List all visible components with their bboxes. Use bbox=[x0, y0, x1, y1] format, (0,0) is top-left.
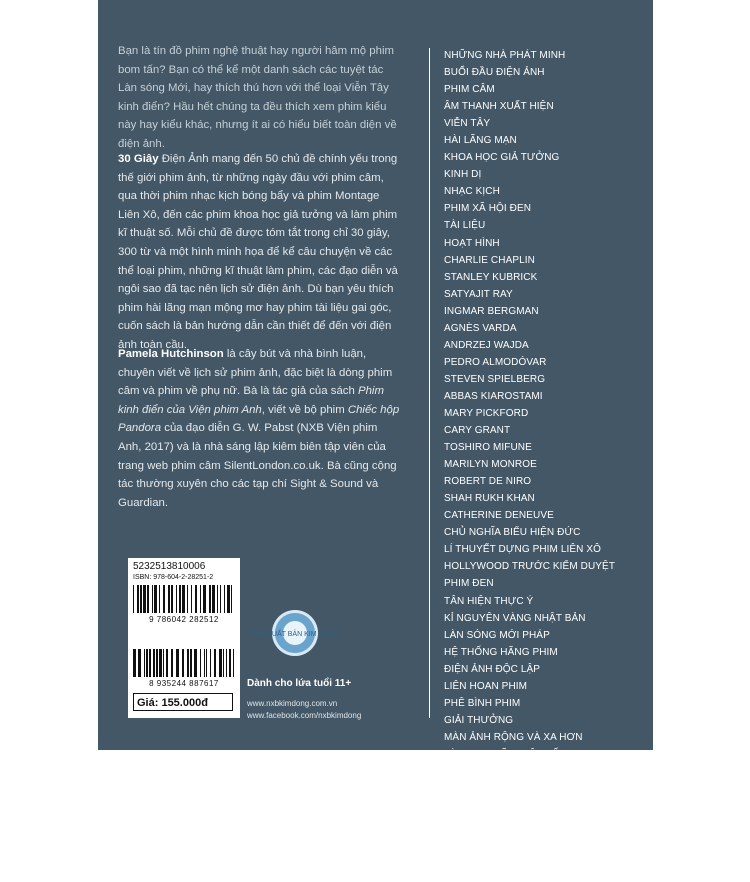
topic-item: CHARLIE CHAPLIN bbox=[444, 254, 535, 266]
topic-item: KỈ NGUYÊN VÀNG NHẬT BẢN bbox=[444, 612, 586, 624]
topic-item: ĐIỆN ẢNH NỮ QUYỀN bbox=[444, 800, 551, 812]
topic-item: ĐIỆN ẢNH THỬ NGHIỆM bbox=[444, 834, 561, 846]
author-book-title: Phim kinh điển của Viện phim Anh bbox=[118, 385, 384, 416]
price-label: Giá: 155.000đ bbox=[133, 693, 233, 711]
topic-item: SATYAJIT RAY bbox=[444, 288, 513, 300]
topic-item: INGMAR BERGMAN bbox=[444, 305, 539, 317]
author-text-3: của đạo diễn G. W. Pabst (NXB Viện phim Anh, 2017) và là nhà sáng lập kiêm biên tập viên của trang web phim câm SilentLondon.co.uk. Bà cũng cộng tác thường xuyên cho các tạp chí Sight & Sound và Guardian. bbox=[118, 422, 397, 509]
topic-item: STEVEN SPIELBERG bbox=[444, 373, 546, 385]
internal-code: 5232513810006 bbox=[133, 561, 206, 572]
topic-item: TÂN HIỆN THỰC Ý bbox=[444, 595, 534, 607]
author-film-title: Chiếc hộp Pandora bbox=[118, 403, 400, 435]
topic-item: CARY GRANT bbox=[444, 425, 511, 437]
topic-item: PHIM THIÊNG bbox=[444, 868, 511, 880]
topic-item: ĐIỆN ẢNH QUEER MỚI bbox=[444, 817, 555, 829]
topic-item: HÀI LÃNG MẠN bbox=[444, 135, 517, 147]
topic-item: STANLEY KUBRICK bbox=[444, 271, 538, 283]
topic-item: PHIM XÃ HỘI ĐEN bbox=[444, 203, 532, 215]
topic-item: ĐIỆN ẢNH ĐỘC LẬP bbox=[444, 663, 541, 675]
topic-item: MÀN ẢNH RỘNG VÀ XA HƠN bbox=[444, 731, 583, 743]
topic-item: CATHERINE DENEUVE bbox=[444, 510, 554, 522]
topic-item: PHIM CÂM bbox=[444, 84, 495, 96]
topic-item: MARY PICKFORD bbox=[444, 407, 529, 419]
topic-item: LÀN SÓNG MỚI PHÁP bbox=[444, 629, 550, 641]
author-text-1: là cây bút và nhà bình luận, chuyên viết về lịch sử phim ảnh, đặc biệt là dòng phim câm và phim về phụ nữ. Bà là tác giả của sách bbox=[118, 348, 393, 398]
topic-item: TÀI LIỆU bbox=[444, 220, 486, 232]
topic-list bbox=[444, 47, 615, 882]
topic-item: ANDRZEJ WAJDA bbox=[444, 339, 529, 351]
topic-item: SHAH RUKH KHAN bbox=[444, 493, 535, 505]
topic-item: BUỔI ĐẦU ĐIỆN ẢNH bbox=[444, 67, 545, 79]
topic-item: LÀM PHIM KĨ THUẬT SỐ bbox=[444, 748, 560, 760]
topic-divider bbox=[429, 48, 430, 718]
topic-item: PEDRO ALMODÓVAR bbox=[444, 356, 547, 368]
isbn-label: ISBN: 978-604-2-28251-2 bbox=[133, 574, 214, 581]
author-paragraph bbox=[118, 345, 403, 512]
topic-item: LÍ THUYẾT DỰNG PHIM LIÊN XÔ bbox=[444, 544, 602, 556]
topic-item: ĐIỆN ẢNH NGHỆ THUẬT bbox=[444, 783, 562, 795]
topic-item: AGNÈS VARDA bbox=[444, 322, 517, 334]
author-text-2: , viết về bộ phim bbox=[261, 403, 348, 416]
topic-item: ROBERT DE NIRO bbox=[444, 476, 532, 488]
topic-item: ÂM THANH XUẤT HIỆN bbox=[444, 101, 554, 113]
author-name: Pamela Hutchinson bbox=[118, 348, 224, 360]
topic-item: ABBAS KIAROSTAMI bbox=[444, 390, 543, 402]
topic-item: VIỄN TÂY bbox=[444, 118, 491, 130]
age-rating: Dành cho lứa tuổi 11+ bbox=[247, 678, 352, 689]
topic-item: PHÊ BÌNH PHIM bbox=[444, 697, 521, 709]
about-text: Điện Ảnh mang đến 50 chủ đề chính yếu trong thế giới phim ảnh, từ những ngày đầu với phim câm, qua thời phim nhạc kịch bóng bẩy và phim Montage Liên Xô, đến các phim khoa học giả tưởng và làm phim kĩ thuật số. Mỗi chủ đề được tóm tắt trong chỉ 30 giây, 300 từ và một hình minh họa để kể câu chuyện về các thể loại phim, những kĩ thuật làm phim, các đạo diễn và ngôi sao đã tạc nên lịch sử điện ảnh. Dù bạn yêu thích phim hài lãng mạn mộng mơ hay phim tài liệu gai góc, cuốn sách là bản hướng dẫn cần thiết để đến với điện ảnh toàn cầu. bbox=[118, 153, 398, 351]
intro-paragraph: Bạn là tín đồ phim nghệ thuật hay người hâm mộ phim bom tấn? Bạn có thể kể một danh sách các tuyệt tác Làn sóng Mới, hay thích thú hơn với thể loại Viễn Tây kinh điển? Hầu hết chúng ta đều thích xem phim kiểu này hay kiểu khác, nhưng ít ai có hiểu biết toàn diện về điện ảnh. bbox=[118, 45, 397, 150]
topic-item: MARILYN MONROE bbox=[444, 459, 537, 471]
topic-item: TOSHIRO MIFUNE bbox=[444, 442, 532, 454]
publisher-seal-icon bbox=[250, 610, 340, 656]
topic-item: HOLLYWOOD TRƯỚC KIỂM DUYỆT bbox=[444, 561, 616, 573]
topic-item: ĐIỆN ẢNH DÂN TỘC HỌC bbox=[444, 851, 567, 863]
publisher-links bbox=[247, 698, 361, 722]
topic-item: HỆ THỐNG HÃNG PHIM bbox=[444, 646, 558, 658]
topic-item: NHỮNG NHÀ PHÁT MINH bbox=[444, 50, 566, 61]
topic-item: KINH DỊ bbox=[444, 169, 482, 181]
facebook-url[interactable]: www.facebook.com/nxbkimdong bbox=[247, 711, 362, 720]
topic-item: LIÊN HOAN PHIM bbox=[444, 680, 528, 692]
about-lead: 30 Giây bbox=[118, 153, 159, 165]
topic-item: VIDEO GIA ĐÌNH bbox=[444, 765, 524, 777]
seal-text: NHÀ XUẤT BẢN KIM ĐỒNG bbox=[250, 631, 340, 638]
topic-item: HOẠT HÌNH bbox=[444, 237, 500, 249]
barcode-panel bbox=[128, 558, 240, 718]
isbn-barcode bbox=[133, 585, 235, 613]
topic-item: NHẠC KỊCH bbox=[444, 186, 500, 198]
product-number: 8 935244 887617 bbox=[149, 679, 219, 688]
product-barcode bbox=[133, 649, 235, 677]
website-url[interactable]: www.nxbkimdong.com.vn bbox=[247, 699, 338, 708]
topic-item: KHOA HỌC GIẢ TƯỞNG bbox=[444, 152, 560, 164]
topic-item: CHỦ NGHĨA BIỂU HIỆN ĐỨC bbox=[444, 527, 581, 539]
isbn-number: 9 786042 282512 bbox=[149, 615, 219, 624]
topic-item: GIẢI THƯỞNG bbox=[444, 714, 514, 726]
about-paragraph bbox=[118, 150, 403, 355]
topic-item: PHIM ĐEN bbox=[444, 578, 494, 590]
